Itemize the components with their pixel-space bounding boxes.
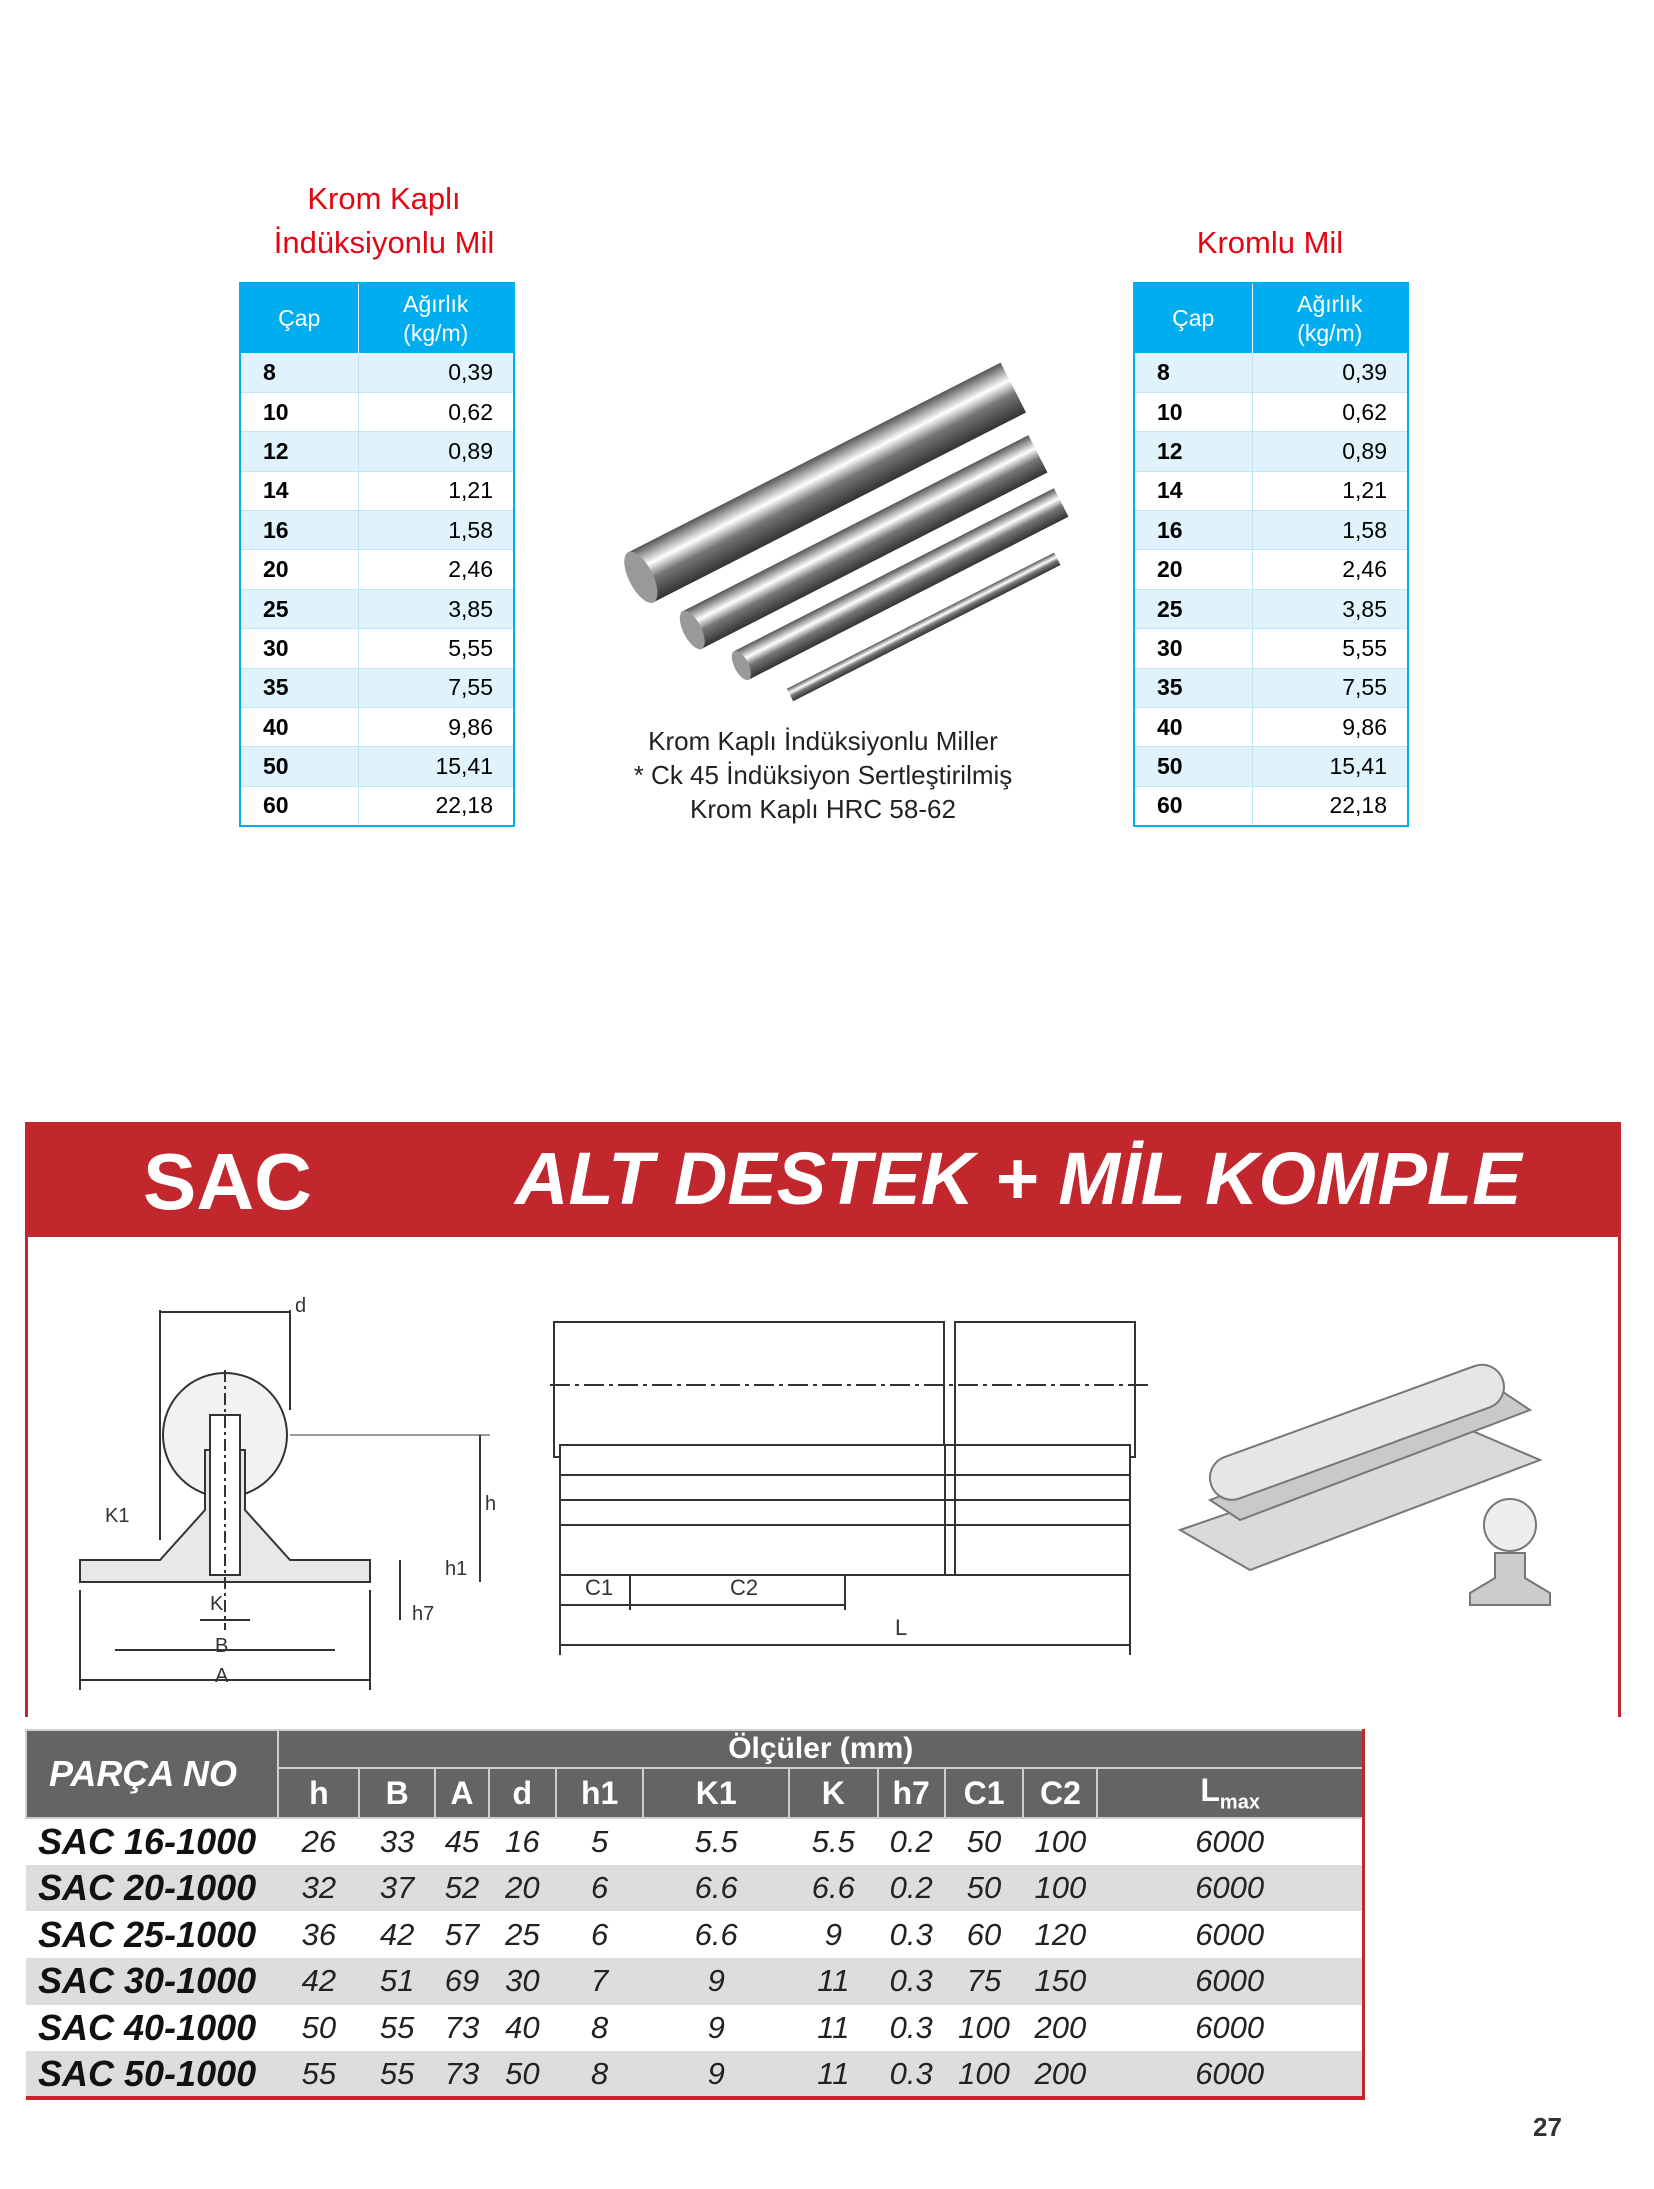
table-row (26, 1818, 1364, 1865)
col-weight-l1: Ağırlık (403, 290, 469, 317)
value-cell: 100 (945, 2051, 1024, 2098)
value-cell: 5 (590, 1823, 609, 1859)
spec-table (25, 1729, 1365, 2100)
col-k1 (643, 1768, 788, 1818)
left-weight-table (239, 282, 515, 827)
value-cell: 6000 (1097, 1865, 1363, 1912)
diameter-cell: 50 (1134, 747, 1252, 786)
value-cell: 50 (489, 2051, 556, 2098)
col-label: C2 (1039, 1774, 1081, 1811)
diameter-cell: 60 (240, 786, 358, 825)
table-row (240, 471, 514, 510)
weight-cell: 0,62 (1252, 392, 1408, 431)
label-k: K (210, 1593, 224, 1615)
label-k1: K1 (105, 1505, 130, 1527)
table-row (26, 2051, 1364, 2098)
value-cell: 75 (945, 1958, 1024, 2005)
table-row (1134, 432, 1408, 471)
title-line: Krom Kaplı (307, 181, 461, 216)
weight-cell: 7,55 (358, 668, 514, 707)
value-cell: 6000 (1097, 2051, 1363, 2098)
caption-line: * Ck 45 İndüksiyon Sertleştirilmiş (633, 760, 1013, 790)
weight-cell: 0,39 (358, 353, 514, 392)
caption-line: Krom Kaplı İndüksiyonlu Miller (648, 726, 998, 756)
value-cell: 200 (1023, 2051, 1097, 2098)
value-cell: 60 (966, 1916, 1002, 1952)
caption-line: Krom Kaplı HRC 58-62 (690, 794, 956, 824)
weight-cell: 5,55 (1252, 629, 1408, 668)
col-label: L (1200, 1771, 1220, 1808)
value-cell: 37 (359, 1865, 435, 1912)
label-h1: h1 (445, 1558, 468, 1580)
label-a: A (215, 1665, 229, 1687)
col-weight (358, 283, 514, 353)
value-cell: 150 (1023, 1958, 1097, 2005)
col-label: B (385, 1774, 409, 1811)
label-h7: h7 (412, 1603, 435, 1625)
diameter-cell: 30 (240, 629, 358, 668)
value-cell: 6000 (1097, 1958, 1363, 2005)
diameter-cell: 25 (240, 589, 358, 628)
diameter-cell: 60 (1134, 786, 1252, 825)
diameter-cell: 10 (1134, 392, 1252, 431)
value-cell: 55 (379, 2010, 415, 2046)
value-cell: 6.6 (789, 1865, 878, 1912)
value-cell: 51 (359, 1958, 435, 2005)
table-row (1134, 550, 1408, 589)
col-cap: Çap (240, 283, 358, 353)
value-cell: 7 (556, 1958, 644, 2005)
value-cell: 6.6 (694, 1916, 738, 1952)
table-row (1134, 708, 1408, 747)
weight-cell: 0,39 (1252, 353, 1408, 392)
col-cap: Çap (1134, 283, 1252, 353)
value-cell: 42 (379, 1916, 415, 1952)
value-cell: 5.5 (811, 1823, 855, 1859)
cross-section-drawing (60, 1290, 497, 1700)
value-cell: 50 (966, 1823, 1002, 1859)
diameter-cell: 14 (240, 471, 358, 510)
weight-cell: 15,41 (1252, 747, 1408, 786)
weight-cell: 1,21 (1252, 471, 1408, 510)
value-cell: 0.3 (878, 2051, 945, 2098)
col-h1 (556, 1768, 644, 1818)
chrome-rods-image (620, 430, 1060, 690)
section-banner (25, 1122, 1621, 1237)
product-caption (560, 724, 1086, 826)
value-cell: 0.2 (878, 1865, 945, 1912)
diameter-cell: 50 (240, 747, 358, 786)
value-cell: 26 (301, 1823, 337, 1859)
col-h (278, 1768, 359, 1818)
value-cell: 50 (945, 1865, 1024, 1912)
label-h: h (485, 1493, 497, 1515)
col-a (435, 1768, 489, 1818)
col-label: K1 (695, 1774, 737, 1811)
page-number: 27 (1533, 2112, 1562, 2142)
value-cell: 6000 (1195, 1916, 1265, 1952)
diameter-cell: 14 (1134, 471, 1252, 510)
table-row (240, 747, 514, 786)
value-cell: 5.5 (694, 1823, 738, 1859)
table-row (240, 668, 514, 707)
col-h7 (878, 1768, 945, 1818)
value-cell: 9 (643, 2051, 788, 2098)
value-cell: 0.3 (878, 1958, 945, 2005)
table-row (26, 1958, 1364, 2005)
value-cell: 33 (379, 1823, 415, 1859)
value-cell: 52 (435, 1865, 489, 1912)
value-cell: 55 (278, 2051, 359, 2098)
part-no-cell: SAC 40-1000 (38, 2007, 257, 2049)
value-cell: 73 (444, 2010, 480, 2046)
value-cell: 36 (301, 1916, 337, 1952)
value-cell: 16 (505, 1823, 540, 1859)
value-cell: 8 (590, 2010, 609, 2046)
label-c2: C2 (730, 1575, 759, 1600)
part-no-cell: SAC 16-1000 (38, 1820, 257, 1862)
weight-cell: 1,21 (358, 471, 514, 510)
value-cell: 6000 (1195, 2010, 1265, 2046)
value-cell: 6 (556, 1865, 644, 1912)
col-label: h1 (580, 1774, 619, 1811)
label-l: L (895, 1615, 908, 1640)
section-title: ALT DESTEK + MİL KOMPLE (515, 1137, 1522, 1220)
table-row (1134, 747, 1408, 786)
weight-cell: 9,86 (1252, 708, 1408, 747)
col-d (489, 1768, 556, 1818)
weight-cell: 7,55 (1252, 668, 1408, 707)
value-cell: 11 (817, 2010, 850, 2046)
table-row (1134, 471, 1408, 510)
table-row (1134, 392, 1408, 431)
value-cell: 100 (1023, 1865, 1097, 1912)
value-cell: 20 (489, 1865, 556, 1912)
diameter-cell: 12 (1134, 432, 1252, 471)
diameter-cell: 20 (240, 550, 358, 589)
weight-cell: 5,55 (358, 629, 514, 668)
table-row (240, 353, 514, 392)
weight-cell: 1,58 (1252, 511, 1408, 550)
table-row (26, 2005, 1364, 2052)
col-label: C1 (963, 1774, 1005, 1811)
col-label: A (450, 1774, 474, 1811)
table-row (240, 550, 514, 589)
value-cell: 100 (1034, 1823, 1087, 1859)
value-cell: 120 (1034, 1916, 1087, 1952)
table-row (1134, 786, 1408, 825)
diameter-cell: 35 (240, 668, 358, 707)
part-no-cell: SAC 25-1000 (38, 1913, 257, 1955)
col-b (359, 1768, 435, 1818)
value-cell: 73 (435, 2051, 489, 2098)
part-no-cell: SAC 20-1000 (26, 1865, 278, 1912)
col-label: K (821, 1774, 845, 1811)
diameter-cell: 8 (240, 353, 358, 392)
table-row (240, 511, 514, 550)
value-cell: 11 (789, 2051, 878, 2098)
value-cell: 40 (505, 2010, 540, 2046)
col-label: h7 (892, 1774, 930, 1811)
diameter-cell: 40 (1134, 708, 1252, 747)
col-weight (1252, 283, 1408, 353)
value-cell: 11 (789, 1958, 878, 2005)
value-cell: 9 (643, 1958, 788, 2005)
assembly-3d-image (1170, 1350, 1600, 1620)
value-cell: 0.3 (889, 1916, 933, 1952)
table-row (1134, 589, 1408, 628)
col-k (789, 1768, 878, 1818)
value-cell: 9 (707, 2010, 725, 2046)
weight-cell: 3,85 (358, 589, 514, 628)
part-no-cell: SAC 30-1000 (26, 1958, 278, 2005)
col-c1 (945, 1768, 1024, 1818)
weight-cell: 9,86 (358, 708, 514, 747)
col-c2 (1023, 1768, 1097, 1818)
value-cell: 100 (958, 2010, 1010, 2046)
value-cell: 57 (444, 1916, 480, 1952)
value-cell: 42 (278, 1958, 359, 2005)
table-row (1134, 668, 1408, 707)
table-row (1134, 511, 1408, 550)
value-cell: 45 (444, 1823, 480, 1859)
table-row (240, 589, 514, 628)
diameter-cell: 12 (240, 432, 358, 471)
col-weight-l2: (kg/m) (1297, 319, 1363, 346)
weight-cell: 3,85 (1252, 589, 1408, 628)
weight-cell: 2,46 (358, 550, 514, 589)
diameter-cell: 16 (240, 511, 358, 550)
value-cell: 6.6 (643, 1865, 788, 1912)
table-row (1134, 353, 1408, 392)
value-cell: 9 (824, 1916, 842, 1952)
diameter-cell: 10 (240, 392, 358, 431)
label-d: d (295, 1295, 307, 1317)
table-row (1134, 629, 1408, 668)
col-weight-l2: (kg/m) (403, 319, 469, 346)
weight-cell: 0,89 (358, 432, 514, 471)
diameter-cell: 20 (1134, 550, 1252, 589)
label-b: B (215, 1635, 229, 1657)
diameter-cell: 40 (240, 708, 358, 747)
weight-cell: 1,58 (358, 511, 514, 550)
col-label: h (309, 1774, 329, 1811)
part-no-cell: SAC 50-1000 (26, 2051, 278, 2098)
value-cell: 200 (1034, 2010, 1087, 2046)
side-view-drawing (550, 1310, 1150, 1660)
col-sub: max (1219, 1791, 1260, 1814)
table-row (26, 1911, 1364, 1958)
table-row (240, 708, 514, 747)
diameter-cell: 35 (1134, 668, 1252, 707)
diameter-cell: 30 (1134, 629, 1252, 668)
right-weight-table (1133, 282, 1409, 827)
weight-cell: 22,18 (358, 786, 514, 825)
col-part-no: PARÇA NO (26, 1730, 278, 1818)
value-cell: 8 (556, 2051, 644, 2098)
table-row (240, 629, 514, 668)
value-cell: 6 (590, 1916, 609, 1952)
value-cell: 0.3 (889, 2010, 933, 2046)
label-c1: C1 (585, 1575, 614, 1600)
table-row (240, 432, 514, 471)
value-cell: 0.2 (889, 1823, 933, 1859)
table-row (26, 1865, 1364, 1912)
value-cell: 6000 (1195, 1823, 1265, 1859)
weight-cell: 2,46 (1252, 550, 1408, 589)
value-cell: 30 (489, 1958, 556, 2005)
title-line: İndüksiyonlu Mil (273, 225, 495, 260)
section-code: SAC (143, 1137, 312, 1226)
left-table-title (234, 177, 534, 265)
col-group-dimensions: Ölçüler (mm) (278, 1730, 1363, 1768)
table-row (240, 786, 514, 825)
value-cell: 50 (301, 2010, 337, 2046)
value-cell: 69 (435, 1958, 489, 2005)
weight-cell: 22,18 (1252, 786, 1408, 825)
diameter-cell: 25 (1134, 589, 1252, 628)
value-cell: 32 (278, 1865, 359, 1912)
table-row (240, 392, 514, 431)
weight-cell: 0,62 (358, 392, 514, 431)
col-label: d (512, 1774, 533, 1811)
diameter-cell: 8 (1134, 353, 1252, 392)
right-table-title: Kromlu Mil (1196, 225, 1344, 260)
col-weight-l1: Ağırlık (1297, 290, 1363, 317)
value-cell: 25 (505, 1916, 540, 1952)
weight-cell: 0,89 (1252, 432, 1408, 471)
weight-cell: 15,41 (358, 747, 514, 786)
col-l (1097, 1768, 1363, 1818)
diameter-cell: 16 (1134, 511, 1252, 550)
value-cell: 55 (359, 2051, 435, 2098)
